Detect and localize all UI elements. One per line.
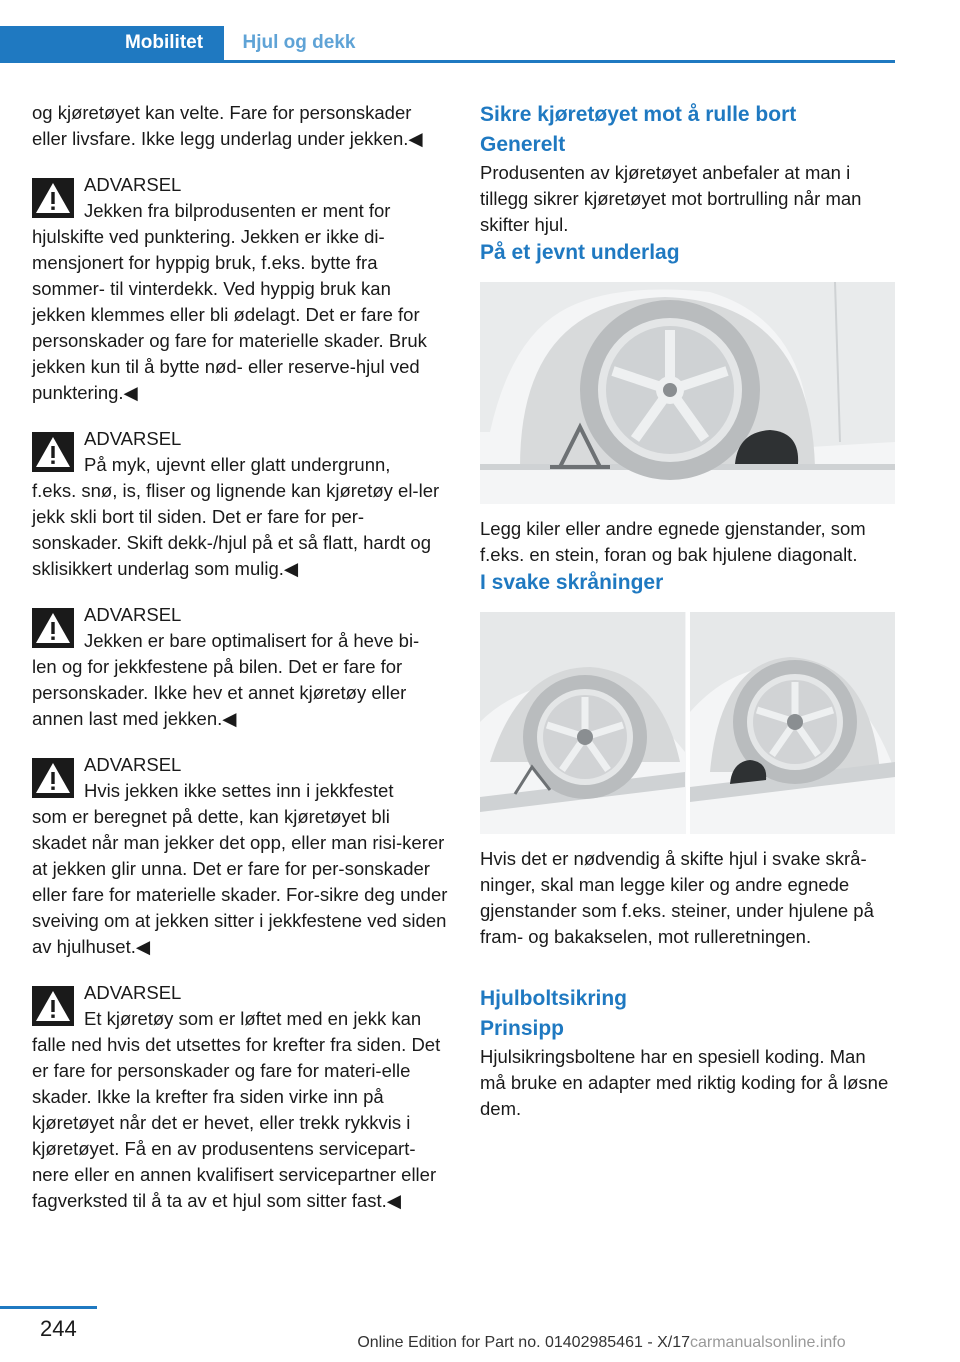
warning-title: ADVARSEL xyxy=(84,428,182,449)
tab-hjul-og-dekk[interactable]: Hjul og dekk xyxy=(242,32,356,53)
warning-first-line: Jekken er bare optimalisert for å heve bi- xyxy=(84,630,420,651)
warning-icon xyxy=(32,608,74,648)
slope-illustration xyxy=(480,612,895,834)
warning-text: f.eks. snø, is, fliser og lignende kan kjøretøy el-ler jekk skli bort til siden. Det er fare for per-sonskader. Skift dekk-/hjul på et så flatt, hardt og sklisikkert underlag som mulig.◀ xyxy=(32,480,440,579)
warning-block xyxy=(32,172,448,406)
warning-text: som er beregnet på dette, kan kjøretøyet bli skadet når man jekker det opp, eller man risi-kerer at jekken glir unna. Det er fare for per-sonskader eller fare for materielle skader. For-sikre deg under sveiving om at jekken sitter i jekkfestene ved siden av hjulhuset.◀ xyxy=(32,806,448,957)
warning-title: ADVARSEL xyxy=(84,604,182,625)
subheading-slopes: I svake skråninger xyxy=(480,571,664,594)
warning-first-line: Jekken fra bilprodusenten er ment for xyxy=(84,200,391,221)
subheading-principle: Prinsipp xyxy=(480,1017,565,1040)
warning-icon xyxy=(32,432,74,472)
edition-text: Online Edition for Part no. 01402985461 - X/17 xyxy=(357,1334,690,1351)
warning-icon xyxy=(32,178,74,218)
warning-title: ADVARSEL xyxy=(84,754,182,775)
warning-text: hjulskifte ved punktering. Jekken er ikke di-mensjonert for hyppig bruk, f.eks. bytte fra sommer- til vinterdekk. Ved hyppig bruk kan jekken klemmes eller bli ødelagt. Det er fare for personskader og fare for materielle skader. Bruk jekken kun til å bytte nød- eller reserve-hjul ved punktering.◀ xyxy=(32,226,427,403)
section-heading-wheel-lock: Hjulboltsikring xyxy=(480,987,627,1010)
flat-ground-text: Legg kiler eller andre egnede gjenstander, som f.eks. en stein, foran og bak hjulene diagonalt. xyxy=(480,518,866,565)
slope-text: Hvis det er nødvendig å skifte hjul i svake skrå-ninger, skal man legge kiler og andre egnede gjenstander som f.eks. steiner, under hjulene på fram- og bakakselen, mot rulleretningen. xyxy=(480,848,874,947)
warning-first-line: På myk, ujevnt eller glatt undergrunn, xyxy=(84,454,391,475)
warning-first-line: Hvis jekken ikke settes inn i jekkfestet xyxy=(84,780,394,801)
warning-text: falle ned hvis det utsettes for krefter fra siden. Det er fare for personskader og fare for materi-elle skader. Ikke la krefter fra siden virke inn på kjøretøyet når det er hevet, eller trekk rykkvis i kjøretøyet. Få en av produsentens servicepart-nere eller en annen kvalifisert servicepartner eller fagverksted til å ta av et hjul som sitter fast.◀ xyxy=(32,1034,441,1211)
subheading-flat-ground: På et jevnt underlag xyxy=(480,241,680,264)
warning-title: ADVARSEL xyxy=(84,982,182,1003)
subheading-general: Generelt xyxy=(480,133,566,156)
intro-text: og kjøretøyet kan velte. Fare for personskader eller livsfare. Ikke legg underlag under jekken.◀ xyxy=(32,102,423,149)
warning-block xyxy=(32,980,448,1214)
header-rule xyxy=(0,60,895,63)
general-text: Produsenten av kjøretøyet anbefaler at man i tillegg sikrer kjøretøyet mot bortrulling når man skifter hjul. xyxy=(480,162,862,235)
section-heading-secure: Sikre kjøretøyet mot å rulle bort xyxy=(480,103,797,126)
warning-block xyxy=(32,752,448,960)
watermark-text: carmanualsonline.info xyxy=(690,1334,846,1351)
principle-text: Hjulsikringsboltene har en spesiell koding. Man må bruke en adapter med riktig koding for å løsne dem. xyxy=(480,1046,889,1119)
warning-icon xyxy=(32,986,74,1026)
right-column xyxy=(480,100,896,1122)
warning-first-line: Et kjøretøy som er løftet med en jekk kan xyxy=(84,1008,422,1029)
flat-ground-illustration xyxy=(480,282,895,504)
page-number: 244 xyxy=(40,1316,77,1341)
warning-block xyxy=(32,426,448,582)
warning-title: ADVARSEL xyxy=(84,174,182,195)
warning-text: len og for jekkfestene på bilen. Det er fare for personskader. Ikke hev et annet kjøretøy eller annen last med jekken.◀ xyxy=(32,656,407,729)
warning-icon xyxy=(32,758,74,798)
warning-block xyxy=(32,602,448,732)
tab-mobilitet[interactable]: Mobilitet xyxy=(124,32,204,53)
left-column xyxy=(32,100,448,1214)
footer-rule xyxy=(0,1306,97,1309)
